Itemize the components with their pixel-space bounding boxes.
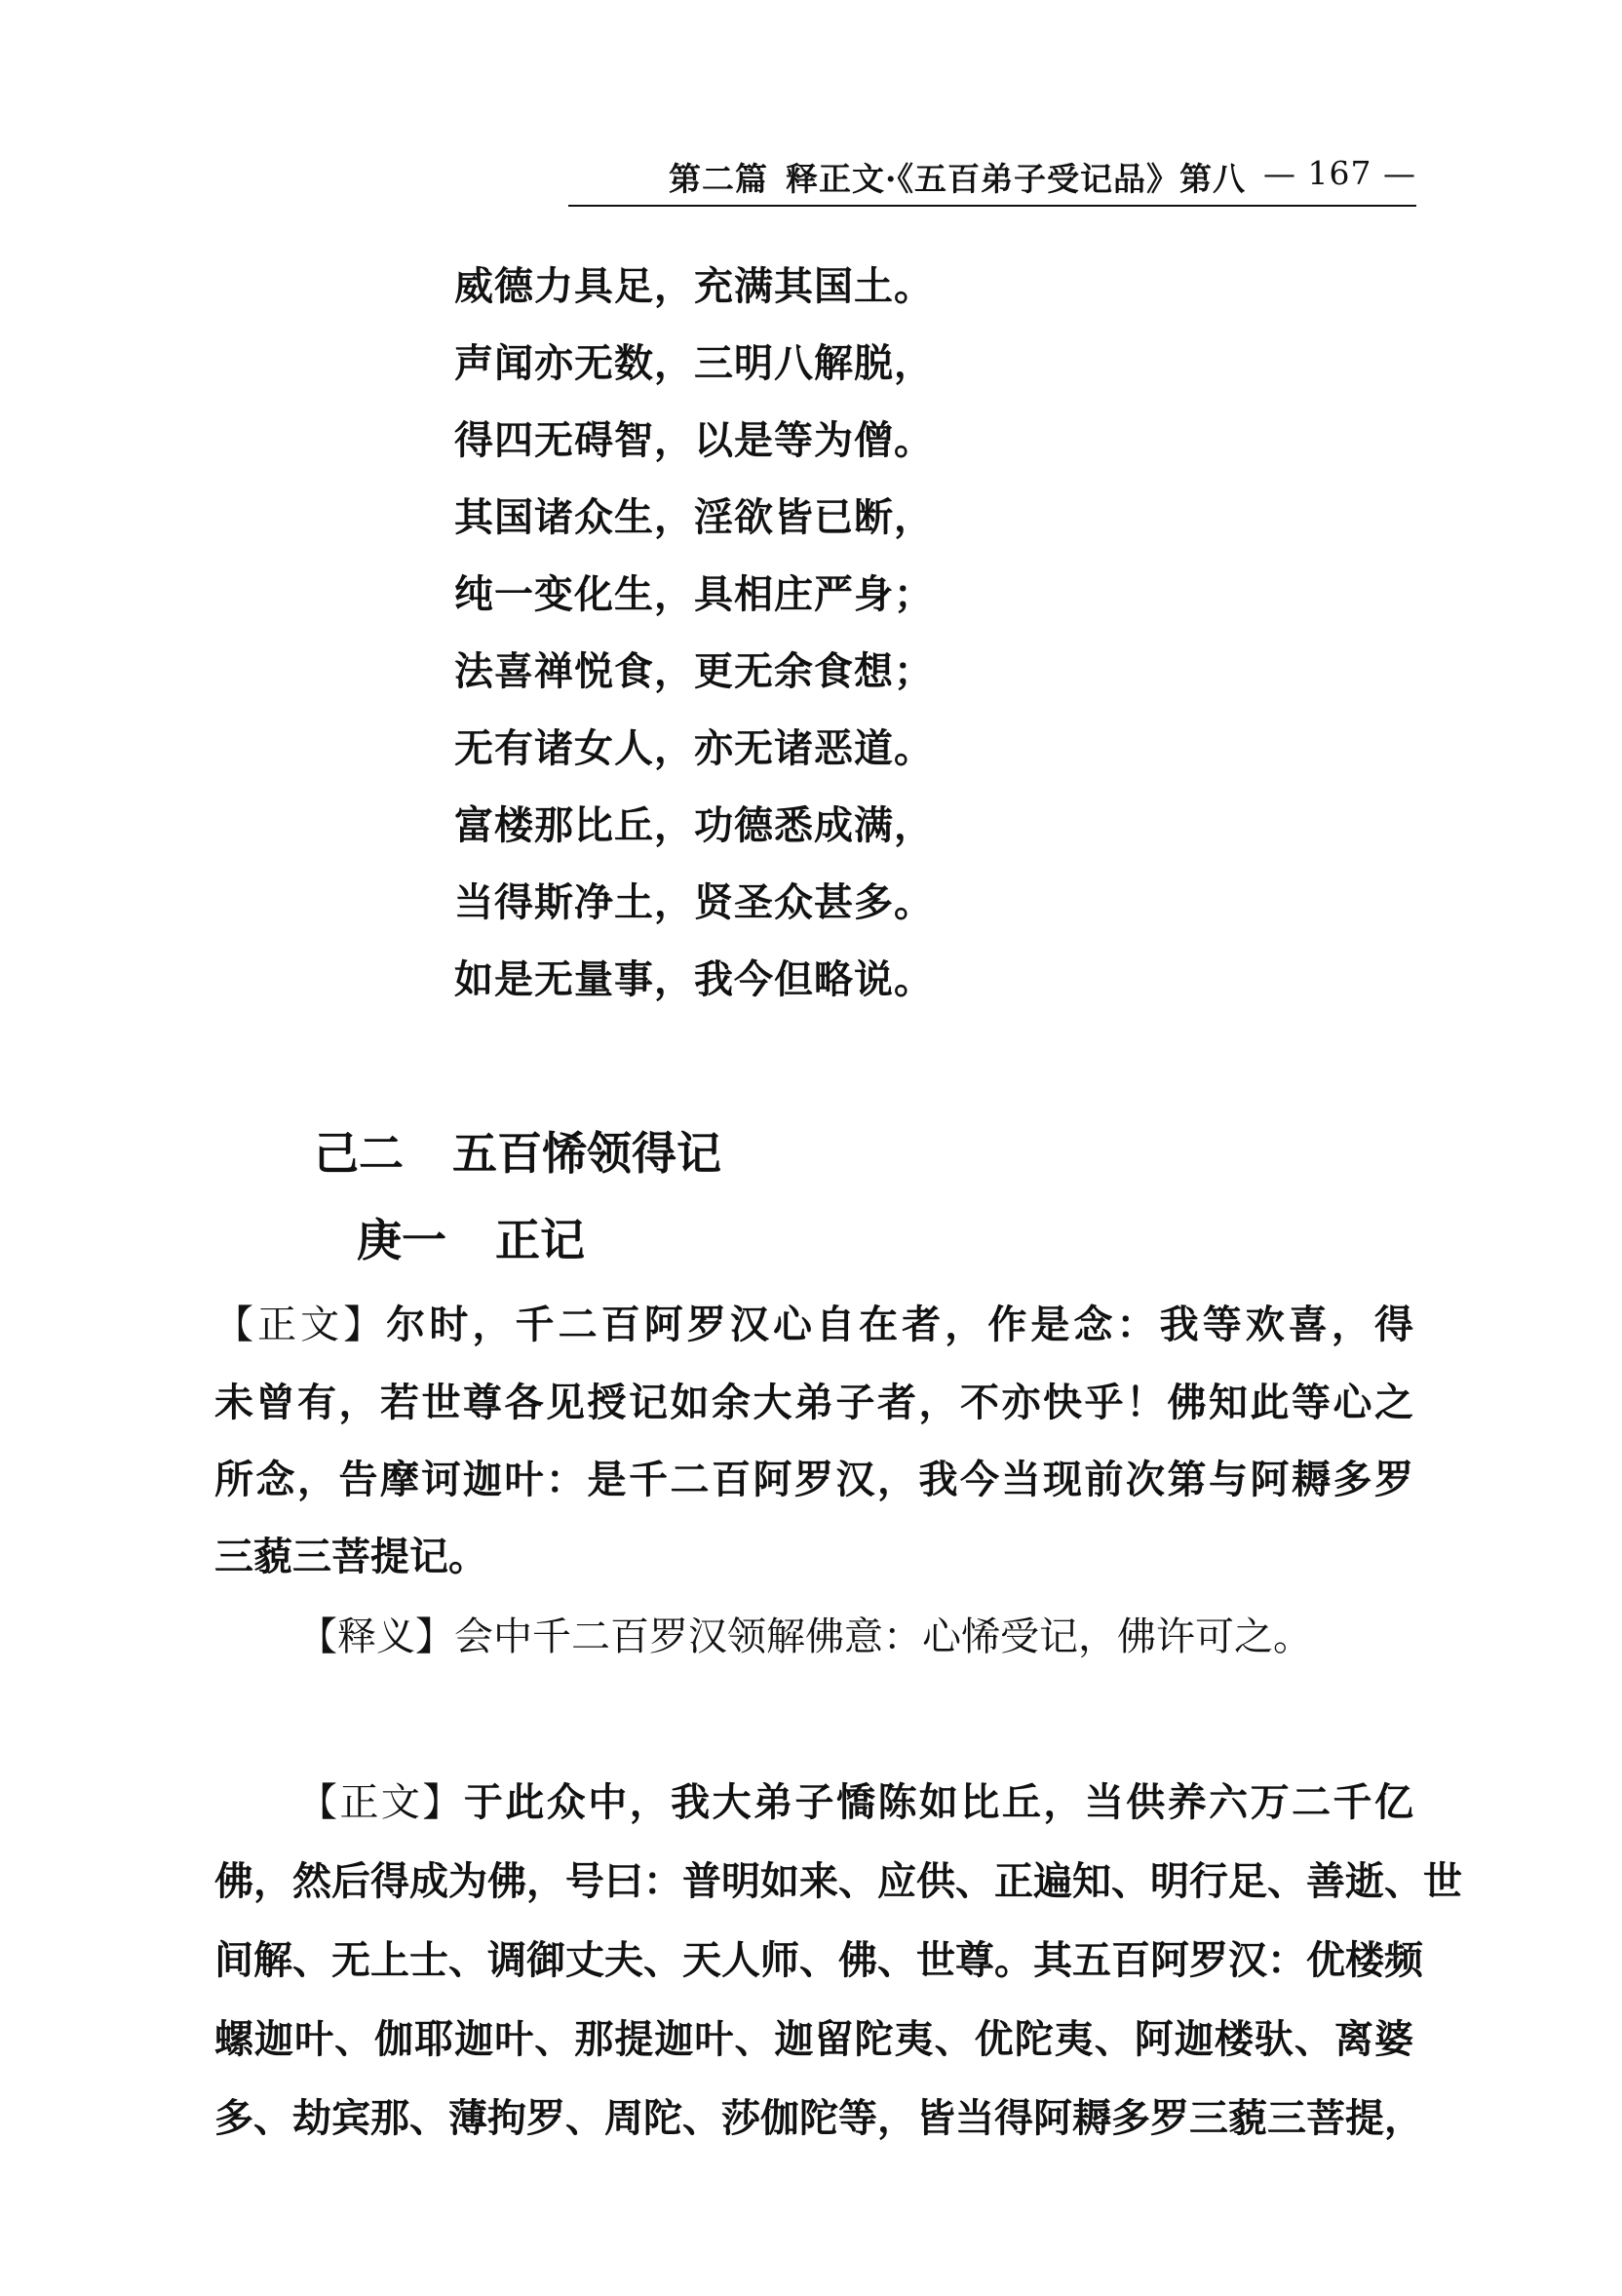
paragraph-line: 未曾有，若世尊各见授记如余大弟子者，不亦快乎！佛知此等心之 (214, 1381, 1413, 1425)
paragraph-tag: 【释义】 (298, 1615, 454, 1659)
paragraph-explanation (298, 1614, 1312, 1660)
verse-line: 如是无量事，我今但略说。 (454, 957, 934, 1002)
verse-line: 声闻亦无数，三明八解脱， (454, 341, 934, 386)
heading1-title: 五百悕领得记 (452, 1127, 721, 1180)
paragraph-line: 多、劫宾那、薄拘罗、周陀、莎伽陀等，皆当得阿耨多罗三藐三菩提， (214, 2096, 1423, 2141)
paragraph-line: 佛，然后得成为佛，号曰：普明如来、应供、正遍知、明行足、善逝、世 (214, 1859, 1462, 1904)
verse-line: 无有诸女人，亦无诸恶道。 (454, 726, 934, 771)
paragraph-text: 尔时，千二百阿罗汉心自在者，作是念：我等欢喜，得 (386, 1303, 1413, 1347)
paragraph-line: 所念，告摩诃迦叶：是千二百阿罗汉，我今当现前次第与阿耨多罗 (214, 1458, 1413, 1502)
section-heading-level2 (357, 1213, 585, 1267)
verse-line: 当得斯净土，贤圣众甚多。 (454, 880, 934, 925)
verse-line: 法喜禅悦食，更无余食想； (454, 649, 934, 694)
paragraph-tag: 【正文】 (214, 1303, 387, 1347)
paragraph-line: 三藐三菩提记。 (214, 1535, 487, 1579)
paragraph-tag: 【正文】 (298, 1780, 464, 1825)
page-header (568, 154, 1416, 207)
heading2-title: 正记 (495, 1214, 585, 1266)
verse-line: 其国诸众生，淫欲皆已断， (454, 495, 934, 540)
section-heading-level1 (314, 1126, 721, 1181)
paragraph-text: 会中千二百罗汉领解佛意：心悕受记，佛许可之。 (454, 1615, 1312, 1659)
page-number: — 167 — (1263, 154, 1416, 192)
heading1-number: 己二 (314, 1127, 404, 1180)
paragraph-line (298, 1779, 1413, 1826)
verse-line: 得四无碍智，以是等为僧。 (454, 418, 934, 463)
paragraph-line: 螺迦叶、伽耶迦叶、那提迦叶、迦留陀夷、优陀夷、阿迦楼驮、离婆 (214, 2017, 1413, 2062)
heading2-number: 庚一 (357, 1214, 446, 1266)
header-section: 第二篇 (669, 160, 769, 198)
verse-line: 纯一变化生，具相庄严身； (454, 572, 934, 617)
verse-line: 富楼那比丘，功德悉成满， (454, 803, 934, 848)
verse-line: 威德力具足，充满其国土。 (454, 264, 934, 309)
paragraph-line (214, 1302, 1413, 1348)
header-part-title: 释正文·《五百弟子受记品》第八 (786, 160, 1247, 198)
paragraph-line: 间解、无上士、调御丈夫、天人师、佛、世尊。其五百阿罗汉：优楼频 (214, 1938, 1423, 1983)
paragraph-text: 于此众中，我大弟子憍陈如比丘，当供养六万二千亿 (463, 1780, 1414, 1825)
